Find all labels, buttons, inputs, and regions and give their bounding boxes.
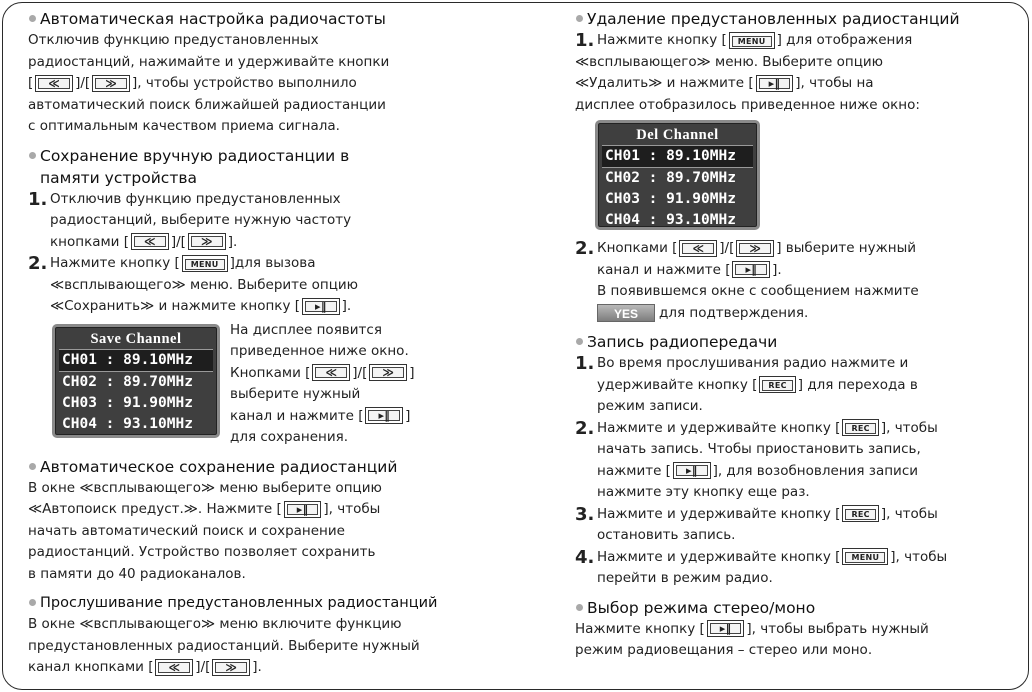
channel-row: CH04 : 93.10MHz bbox=[605, 212, 736, 228]
step-number: 1. bbox=[28, 188, 48, 210]
fast-forward-button bbox=[212, 659, 250, 676]
step-1 bbox=[575, 30, 1005, 52]
text-segment: ▸‖ bbox=[735, 264, 767, 275]
text-segment: ], чтобы устройство выполнило bbox=[132, 75, 357, 91]
channel-row: CH01 : 89.10MHz bbox=[602, 145, 753, 168]
text-segment: удерживайте кнопку [ bbox=[597, 376, 758, 393]
rec-button bbox=[842, 505, 878, 522]
right-column bbox=[575, 8, 1005, 669]
text-segment: нажмите эту кнопку еще раз. bbox=[597, 484, 810, 500]
text-segment: Автоматическая настройка радиочастоты bbox=[40, 10, 386, 28]
rewind-button bbox=[155, 659, 193, 676]
step-2 bbox=[575, 418, 1005, 504]
text-segment: Сохранение вручную радиостанции в bbox=[40, 146, 350, 165]
text-segment: MENU bbox=[185, 259, 225, 270]
text-segment: ≫ bbox=[215, 662, 247, 673]
text-line bbox=[575, 73, 1005, 95]
text-segment: ≪ bbox=[158, 662, 190, 673]
text-segment: режим записи. bbox=[597, 398, 703, 414]
text-segment: канал и нажмите [ bbox=[230, 407, 364, 424]
text-line: ≪всплывающего≫ меню. Выберите опцию bbox=[575, 53, 884, 70]
text-segment: ]/[ bbox=[719, 240, 735, 256]
rewind-button bbox=[312, 364, 350, 381]
text-segment: REC bbox=[845, 423, 875, 434]
step-4 bbox=[575, 547, 1005, 590]
text-segment: ], чтобы bbox=[890, 548, 948, 565]
text-segment: кнопками [ bbox=[50, 233, 130, 250]
text-segment: Отключив функцию предустановленных bbox=[50, 190, 341, 207]
channel-row: CH03 : 91.90MHz bbox=[62, 394, 193, 411]
text-segment: перейти в режим радио. bbox=[597, 570, 773, 586]
text-segment: ]для вызова bbox=[229, 255, 316, 271]
del-channel-screen bbox=[595, 120, 760, 230]
text-segment: ≪ bbox=[315, 367, 347, 378]
rec-button bbox=[759, 376, 795, 393]
text-line: в памяти до 40 радиоканалов. bbox=[28, 565, 246, 582]
text-line: режим радиовещания – стерео или моно. bbox=[575, 642, 873, 658]
text-segment: ≪Автопоиск предуст.≫. Нажмите [ bbox=[28, 501, 282, 517]
text-segment: ≪ bbox=[38, 78, 70, 89]
step-number: 1. bbox=[575, 353, 595, 374]
bullet-dot-icon bbox=[576, 604, 583, 611]
text-segment: нажмите [ bbox=[597, 462, 671, 479]
text-segment: ] bbox=[405, 407, 411, 424]
screen-title: Del Channel bbox=[636, 127, 719, 143]
rewind-button bbox=[131, 233, 169, 250]
text-segment: ]/[ bbox=[195, 659, 211, 675]
step-2 bbox=[575, 238, 1005, 324]
text-line bbox=[28, 499, 476, 521]
text-segment: ], чтобы выбрать нужный bbox=[746, 620, 929, 637]
menu-button bbox=[729, 32, 775, 49]
text-line: радиостанций. Устройство позволяет сохранить bbox=[28, 544, 376, 560]
step-number: 2. bbox=[575, 238, 595, 259]
text-segment: ], чтобы на bbox=[795, 75, 874, 91]
text-segment: ] bbox=[409, 364, 415, 381]
text-segment: Выбор режима стерео/моно bbox=[587, 598, 816, 617]
text-line: Отключив функцию предустановленных bbox=[28, 32, 319, 48]
step-number: 3. bbox=[575, 503, 595, 525]
text-segment: ▸‖ bbox=[305, 301, 337, 312]
section-listen-preset bbox=[28, 592, 476, 679]
fast-forward-button bbox=[92, 75, 130, 92]
text-line: дисплее отобразилось приведенное ниже окно: bbox=[575, 96, 920, 113]
section-record bbox=[575, 331, 1005, 590]
text-segment: ▸‖ bbox=[287, 504, 319, 515]
text-segment: ▸‖ bbox=[676, 465, 708, 476]
section-title bbox=[575, 8, 1005, 30]
text-segment: Нажмите и удерживайте кнопку [ bbox=[597, 548, 841, 565]
text-line: предустановленных радиостанций. Выберите нужный bbox=[28, 637, 420, 654]
text-segment: ], чтобы bbox=[880, 505, 938, 522]
text-segment: Прослушивание предустановленных радиостанций bbox=[40, 595, 438, 611]
text-segment: приведенное ниже окно. bbox=[230, 343, 409, 359]
text-segment: ▸‖ bbox=[710, 623, 742, 634]
text-segment: ≫ bbox=[191, 236, 223, 247]
text-segment: MENU bbox=[845, 552, 885, 563]
text-segment: ≪ bbox=[682, 243, 714, 254]
bullet-dot-icon bbox=[29, 152, 36, 159]
text-line: В окне ≪всплывающего≫ меню включите функцию bbox=[28, 616, 402, 632]
text-segment: остановить запись. bbox=[597, 527, 736, 543]
text-segment: ≫ bbox=[95, 78, 127, 89]
play-pause-button bbox=[284, 501, 322, 518]
text-segment: Нажмите кнопку [ bbox=[50, 255, 180, 271]
step-1 bbox=[28, 189, 476, 254]
text-line bbox=[28, 657, 476, 679]
section-delete bbox=[575, 8, 1005, 324]
text-segment: ]. bbox=[252, 659, 262, 675]
step-1 bbox=[575, 353, 1005, 418]
fast-forward-button bbox=[188, 233, 226, 250]
text-segment: ≫ bbox=[739, 243, 771, 254]
text-segment: В появившемся окне с сообщением нажмите bbox=[597, 283, 919, 299]
text-segment: ]/[ bbox=[75, 75, 91, 91]
section-auto-tune bbox=[28, 8, 476, 138]
text-line: автоматический поиск ближайшей радиостанции bbox=[28, 96, 386, 113]
text-segment: ]/[ bbox=[170, 233, 186, 250]
text-segment: ≪всплывающего≫ меню. Выберите опцию bbox=[50, 276, 359, 293]
text-segment: ] для перехода в bbox=[797, 376, 918, 393]
play-pause-button bbox=[302, 298, 340, 315]
section-title bbox=[28, 145, 476, 189]
text-segment: Кнопками [ bbox=[597, 240, 678, 256]
text-segment: для сохранения. bbox=[230, 429, 349, 445]
text-segment: ]/[ bbox=[352, 364, 368, 381]
bullet-dot-icon bbox=[29, 599, 36, 606]
text-segment: ▸‖ bbox=[368, 410, 400, 421]
text-segment: ], для возобновления записи bbox=[712, 462, 919, 479]
text-segment: REC bbox=[762, 380, 792, 391]
text-segment: ]. bbox=[227, 233, 238, 250]
rewind-button bbox=[35, 75, 73, 92]
menu-button bbox=[182, 255, 228, 272]
text-segment: ] выберите нужный bbox=[776, 240, 917, 256]
yes-button: YES bbox=[597, 304, 655, 322]
text-segment: Автоматическое сохранение радиостанций bbox=[40, 457, 398, 476]
text-segment: Кнопками [ bbox=[230, 364, 311, 381]
section-title bbox=[575, 331, 1005, 353]
text-line bbox=[575, 619, 1005, 641]
play-pause-button bbox=[732, 261, 770, 278]
text-segment: начать запись. Чтобы приостановить запись, bbox=[597, 441, 921, 457]
text-segment: ≪Удалить≫ и нажмите [ bbox=[575, 75, 754, 91]
text-segment: На дисплее появится bbox=[230, 321, 382, 338]
text-line: с оптимальным качеством приема сигнала. bbox=[28, 118, 340, 134]
play-pause-button bbox=[756, 75, 794, 92]
text-segment: Нажмите кнопку [ bbox=[597, 32, 727, 48]
screen-title: Save Channel bbox=[90, 330, 182, 347]
text-segment: ≪ bbox=[134, 236, 166, 247]
channel-row: CH02 : 89.70MHz bbox=[605, 170, 736, 186]
section-title bbox=[28, 592, 476, 614]
text-segment: Нажмите кнопку [ bbox=[575, 620, 705, 637]
bullet-dot-icon bbox=[576, 15, 583, 22]
channel-row: CH03 : 91.90MHz bbox=[605, 191, 736, 207]
channel-row: CH04 : 93.10MHz bbox=[62, 415, 193, 432]
text-segment: ≫ bbox=[372, 367, 404, 378]
section-title bbox=[28, 8, 476, 30]
left-column bbox=[28, 8, 476, 686]
play-pause-button bbox=[673, 462, 711, 479]
step-number: 2. bbox=[575, 417, 595, 439]
save-channel-screen bbox=[52, 324, 220, 438]
text-segment: ≪Сохранить≫ и нажмите кнопку [ bbox=[50, 298, 301, 314]
text-segment: Нажмите и удерживайте кнопку [ bbox=[597, 505, 841, 522]
section-title bbox=[575, 597, 1005, 619]
play-pause-button bbox=[707, 620, 745, 637]
section-manual-save bbox=[28, 145, 476, 449]
section-title bbox=[28, 456, 476, 478]
bullet-dot-icon bbox=[29, 15, 36, 22]
text-segment: выберите нужный bbox=[230, 386, 361, 402]
text-segment: Во время прослушивания радио нажмите и bbox=[597, 355, 909, 371]
rewind-button bbox=[679, 240, 717, 257]
bullet-dot-icon bbox=[29, 463, 36, 470]
text-segment: ]. bbox=[772, 261, 782, 278]
text-segment: ▸‖ bbox=[759, 78, 791, 89]
save-channel-block bbox=[28, 320, 476, 449]
text-segment: Нажмите и удерживайте кнопку [ bbox=[597, 419, 841, 436]
text-line: начать автоматический поиск и сохранение bbox=[28, 522, 345, 539]
section-stereo bbox=[575, 597, 1005, 662]
text-line: [ ≪ ]/[ ≫ ], чтобы устройство выполнило bbox=[28, 75, 357, 91]
text-segment: ] для отображения bbox=[776, 32, 913, 48]
text-line: В окне ≪всплывающего≫ меню выберите опцию bbox=[28, 479, 382, 496]
fast-forward-button bbox=[736, 240, 774, 257]
text-segment: Запись радиопередачи bbox=[587, 333, 778, 351]
step-number: 4. bbox=[575, 546, 595, 568]
screen-description bbox=[230, 320, 414, 449]
text-line: радиостанций, нажимайте и удерживайте кнопки bbox=[28, 53, 390, 70]
play-pause-button bbox=[365, 407, 403, 424]
text-segment: ], чтобы bbox=[323, 501, 381, 517]
text-segment: канал и нажмите [ bbox=[597, 261, 731, 278]
channel-row: CH02 : 89.70MHz bbox=[62, 373, 193, 390]
text-segment: REC bbox=[845, 509, 875, 520]
text-segment: MENU bbox=[732, 36, 772, 47]
rec-button bbox=[842, 419, 878, 436]
text-segment: радиостанций, выберите нужную частоту bbox=[50, 212, 352, 228]
menu-button bbox=[842, 548, 888, 565]
text-segment: Удаление предустановленных радиостанций bbox=[587, 10, 960, 28]
text-segment: ]. bbox=[341, 298, 352, 314]
section-auto-save bbox=[28, 456, 476, 586]
step-3 bbox=[575, 504, 1005, 547]
step-2 bbox=[28, 253, 476, 318]
bullet-dot-icon bbox=[576, 338, 583, 345]
text-segment: канал кнопками [ bbox=[28, 659, 154, 675]
channel-row: CH01 : 89.10MHz bbox=[59, 349, 213, 372]
text-segment: ], чтобы bbox=[880, 419, 938, 436]
step-number: 2. bbox=[28, 253, 48, 274]
step-number: 1. bbox=[575, 30, 595, 51]
text-segment: для подтверждения. bbox=[659, 304, 809, 321]
text-segment: памяти устройства bbox=[40, 168, 197, 187]
fast-forward-button bbox=[369, 364, 407, 381]
